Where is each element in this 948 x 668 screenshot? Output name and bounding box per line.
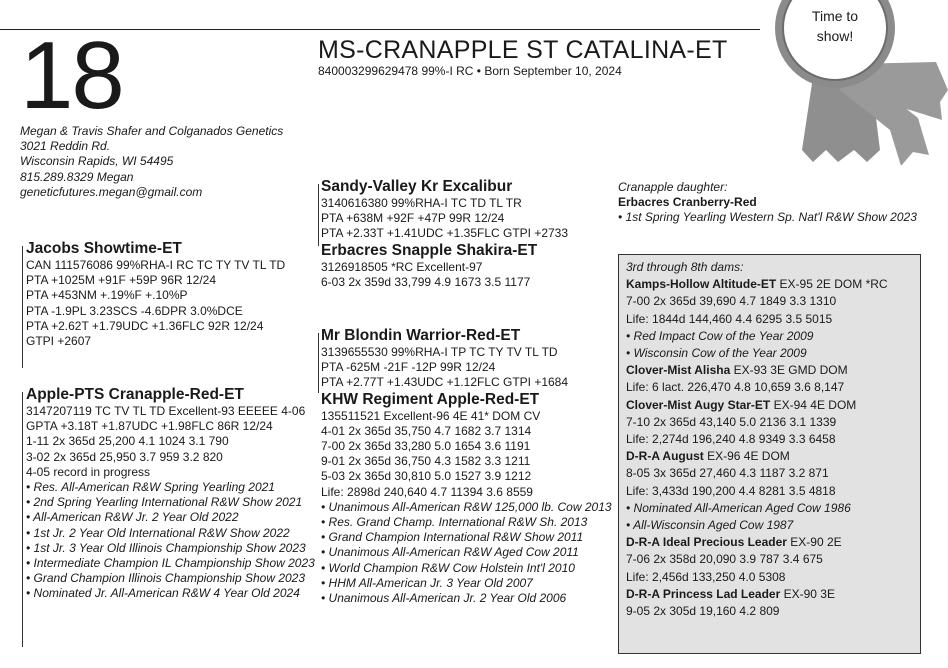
ancestor-dam-record: Life: 3,433d 190,200 4.4 8281 3.5 4818 xyxy=(626,483,836,498)
ancestor-dam-record: Life: 6 lact. 226,470 4.8 10,659 3.6 8,147 xyxy=(626,380,845,395)
dam-sire-stat-line: PTA -625M -21F -12P 99R 12/24 xyxy=(321,360,496,375)
animal-name: MS-CRANAPPLE ST CATALINA-ET xyxy=(318,36,728,64)
consignor-block xyxy=(20,124,283,200)
lot-number: 18 xyxy=(20,22,123,129)
dam-honor-line: • 1st Jr. 2 Year Old International R&W Show 2022 xyxy=(26,525,290,540)
dam-block xyxy=(26,386,315,602)
ancestor-dam-record: Life: 1844d 144,460 4.4 6295 3.5 5015 xyxy=(626,311,833,326)
dam-honor-line: • Res. All-American R&W Spring Yearling 2021 xyxy=(26,480,275,495)
sire-dam-stat-line: 3126918505 *RC Excellent-97 xyxy=(321,259,483,274)
dam-sire-block xyxy=(321,327,612,606)
ancestor-dam-record: 7-06 2x 358d 20,090 3.9 787 3.4 675 xyxy=(626,552,823,567)
ancestor-dam-name: Clover-Mist Augy Star-ET xyxy=(626,397,771,412)
dam-dam-stat-line: 4-01 2x 365d 35,750 4.7 1682 3.7 1314 xyxy=(321,423,532,438)
sire-block xyxy=(26,240,285,349)
sire-sire-block xyxy=(321,178,568,290)
sire-sire-stat-line: 3140616380 99%RHA-I TC TD TL TR xyxy=(321,196,522,210)
dam-dam-name: KHW Regiment Apple-Red-ET xyxy=(321,390,540,408)
sire-stat-line: CAN 111576086 99%RHA-I RC TC TY TV TL TD xyxy=(26,258,286,272)
ribbon-line-1: Time to xyxy=(811,8,859,24)
sister-block xyxy=(618,180,917,226)
ancestor-dam-name: D-R-A Ideal Precious Leader xyxy=(626,535,787,550)
consignor-line: 815.289.8329 Megan xyxy=(20,169,134,184)
dam-dam-honor-line: • World Champion R&W Cow Holstein Int'l 2010 xyxy=(321,560,575,575)
dam-stat-line: 1-11 2x 365d 25,200 4.1 1024 3.1 790 xyxy=(26,434,229,449)
ancestor-dam-record: 8-05 3x 365d 27,460 4.3 1187 3.2 871 xyxy=(626,466,829,481)
dam-dam-stat-line: 7-00 2x 365d 33,280 5.0 1654 3.6 1191 xyxy=(321,439,531,454)
sire-sire-bracket xyxy=(318,184,319,246)
sire-sire-name: Sandy-Valley Kr Excalibur xyxy=(321,178,513,195)
ancestor-dam-heading xyxy=(626,586,913,603)
dam-sire-stat-line: 3139655530 99%RHA-I TP TC TY TV TL TD xyxy=(321,345,558,359)
dam-name: Apple-PTS Cranapple-Red-ET xyxy=(26,386,244,403)
ancestor-dam-honor: • Nominated All-American Aged Cow 1986 xyxy=(626,500,851,515)
ancestor-dam-classification: EX-94 4E DOM xyxy=(770,397,857,412)
consignor-line: Megan & Travis Shafer and Colganados Genetics xyxy=(20,124,284,138)
dam-dam-stat-line: Life: 2898d 240,640 4.7 11394 3.6 8559 xyxy=(321,484,533,499)
ancestor-dam-classification: EX-93 3E GMD DOM xyxy=(730,363,848,378)
ancestor-dam-record: 9-05 2x 305d 19,160 4.2 809 xyxy=(626,604,780,619)
ancestor-dam-name: D-R-A August xyxy=(626,449,704,464)
dam-stat-line: 3147207119 TC TV TL TD Excellent-93 EEEEE 4-06 xyxy=(26,404,306,418)
dam-sire-stat-line: PTA +2.77T +1.43UDC +1.12FLC GTPI +1684 xyxy=(321,375,569,390)
dam-dam-honor-line: • Grand Champion International R&W Show 2011 xyxy=(321,530,584,545)
dam-stat-line: 3-02 2x 365d 25,950 3.7 959 3.2 820 xyxy=(26,449,223,464)
ancestor-dam-record: 7-00 2x 365d 39,690 4.7 1849 3.3 1310 xyxy=(626,294,837,309)
ancestor-dam-heading xyxy=(626,397,913,414)
ancestor-dams-box xyxy=(618,254,921,654)
dam-stat-line: 4-05 record in progress xyxy=(26,464,151,479)
ancestor-dam-classification: EX-90 3E xyxy=(780,586,835,601)
sire-stat-line: PTA -1.9PL 3.23SCS -4.6DPR 3.0%DCE xyxy=(26,303,243,318)
sire-stat-line: PTA +453NM +.19%F +.10%P xyxy=(26,288,188,303)
ribbon-label xyxy=(782,6,888,46)
ancestor-dam-name: D-R-A Princess Lad Leader xyxy=(626,586,781,601)
sister-name: Erbacres Cranberry-Red xyxy=(618,195,757,210)
dam-dam-stat-line: 135511521 Excellent-96 4E 41* DOM CV xyxy=(321,408,541,423)
sister-intro: Cranapple daughter: xyxy=(618,180,728,194)
sister-honor: • 1st Spring Yearling Western Sp. Nat'l R&W Show 2023 xyxy=(618,210,917,225)
ancestor-dam-honor: • All-Wisconsin Aged Cow 1987 xyxy=(626,518,794,533)
dam-honor-line: • 2nd Spring Yearling International R&W Show 2021 xyxy=(26,495,303,510)
sire-bracket xyxy=(22,246,23,368)
dam-stat-line: GPTA +3.18T +1.87UDC +1.98FLC 86R 12/24 xyxy=(26,419,273,434)
sire-dam-name: Erbacres Snapple Shakira-ET xyxy=(321,241,538,259)
sire-sire-stat-line: PTA +638M +92F +47P 99R 12/24 xyxy=(321,211,505,226)
dam-dam-honor-line: • Res. Grand Champ. International R&W Sh. 2013 xyxy=(321,515,588,530)
dam-sire-bracket xyxy=(318,333,319,393)
dam-dam-honor-line: • Unanimous All-American R&W 125,000 lb. Cow 2013 xyxy=(321,499,612,514)
ancestor-dam-record: Life: 2,274d 196,240 4.8 9349 3.3 6458 xyxy=(626,432,836,447)
dam-honor-line: • Intermediate Champion IL Championship Show 2023 xyxy=(26,556,315,571)
dam-dam-stat-line: 9-01 2x 365d 36,750 4.3 1582 3.3 1211 xyxy=(321,454,531,469)
ancestor-dam-honor: • Red Impact Cow of the Year 2009 xyxy=(626,328,814,343)
consignor-line: Wisconsin Rapids, WI 54495 xyxy=(20,154,174,169)
sire-sire-stat-line: PTA +2.33T +1.41UDC +1.35FLC GTPI +2733 xyxy=(321,226,569,241)
consignor-line: 3021 Reddin Rd. xyxy=(20,139,111,154)
ancestor-dam-classification: EX-96 4E DOM xyxy=(703,449,790,464)
ribbon-line-2: show! xyxy=(816,28,854,44)
sire-name: Jacobs Showtime-ET xyxy=(26,240,182,257)
ancestor-dam-name: Kamps-Hollow Altitude-ET xyxy=(626,277,777,292)
ancestor-dam-heading xyxy=(626,448,913,465)
dam-honor-line: • All-American R&W Jr. 2 Year Old 2022 xyxy=(26,510,239,525)
consignor-line: geneticfutures.megan@gmail.com xyxy=(20,184,203,199)
animal-id-line: 840003299629478 99%-I RC • Born September 10, 2024 xyxy=(318,64,622,78)
ancestor-dam-record: Life: 2,456d 133,250 4.0 5308 xyxy=(626,569,786,584)
dam-honor-line: • Grand Champion Illinois Championship Show 2023 xyxy=(26,571,306,586)
ancestor-dam-record: 7-10 2x 365d 43,140 5.0 2136 3.1 1339 xyxy=(626,414,837,429)
ancestor-dam-heading xyxy=(626,534,913,551)
dam-honor-line: • Nominated Jr. All-American R&W 4 Year Old 2024 xyxy=(26,586,300,601)
ancestor-dam-classification: EX-95 2E DOM *RC xyxy=(776,277,888,292)
sire-dam-stat-line: 6-03 2x 359d 33,799 4.9 1673 3.5 1177 xyxy=(321,274,531,289)
dam-bracket xyxy=(22,392,23,647)
ancestor-dam-name: Clover-Mist Alisha xyxy=(626,363,731,378)
sire-stat-line: PTA +1025M +91F +59P 96R 12/24 xyxy=(26,273,217,288)
sire-stat-line: PTA +2.62T +1.79UDC +1.36FLC 92R 12/24 xyxy=(26,318,264,333)
dam-sire-name: Mr Blondin Warrior-Red-ET xyxy=(321,327,521,344)
ancestor-dam-classification: EX-90 2E xyxy=(786,535,842,550)
dam-dam-stat-line: 5-03 2x 365d 30,810 5.0 1527 3.9 1212 xyxy=(321,469,532,484)
dam-dam-honor-line: • HHM All-American Jr. 3 Year Old 2007 xyxy=(321,575,533,590)
dam-dam-honor-line: • Unanimous All-American Jr. 2 Year Old 2006 xyxy=(321,591,567,606)
dam-honor-line: • 1st Jr. 3 Year Old Illinois Championship Show 2023 xyxy=(26,540,306,555)
sire-stat-line: GTPI +2607 xyxy=(26,334,92,349)
dam-dam-honor-line: • Unanimous All-American R&W Aged Cow 2011 xyxy=(321,545,579,560)
dams-box-header: 3rd through 8th dams: xyxy=(626,260,744,274)
ancestor-dam-heading xyxy=(626,362,913,379)
ancestor-dam-honor: • Wisconsin Cow of the Year 2009 xyxy=(626,346,807,361)
ancestor-dam-heading xyxy=(626,276,913,293)
